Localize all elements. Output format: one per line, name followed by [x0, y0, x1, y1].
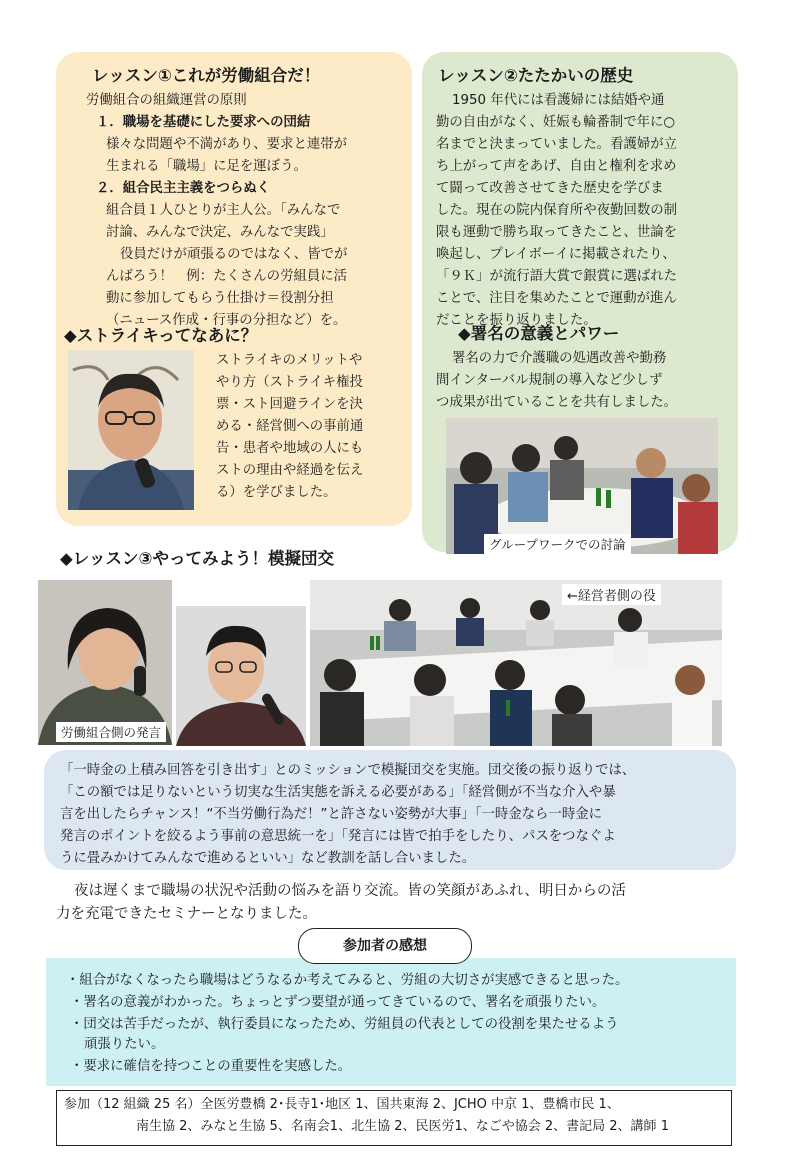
strike-text: る）を学びました。 [216, 485, 337, 500]
participants-line: 南生協 2、みなと生協 5、名南会1、北生協 2、民医労1、なごや協会 2、書記局 2、講師 1 [136, 1119, 669, 1134]
lesson2-text: 勤の自由がなく、妊娠も輪番制で年に○ [436, 115, 676, 130]
lesson2-text: ち上がって声をあげ、自由と権利を求め [436, 159, 677, 174]
management-side-caption: ←経営者側の役 [562, 584, 661, 605]
participants-line: 参加（12 組織 25 名）全医労豊橋 2･長寺1･地区 1、国共東海 2、JCHO 中京 1、豊橋市民 1、 [64, 1097, 620, 1112]
closing-text: 夜は遅くまで職場の状況や活動の悩みを語り交流。皆の笑顔があふれ、明日からの活 [74, 883, 626, 899]
union-speaker-photo [38, 580, 172, 745]
strike-text: 告・患者や地域の人にも [216, 441, 364, 456]
young-speaker-photo [176, 606, 306, 746]
lesson1-title: レッスン①これが労働組合だ！ [92, 66, 321, 85]
lecturer-photo [68, 350, 194, 510]
signature-title: ◆署名の意義とパワー [458, 324, 620, 343]
signature-text: 間インターバル規制の導入など少しず [436, 373, 663, 388]
lesson2-text: だことを振り返りました。 [436, 313, 597, 328]
lesson2-text: 限も運動で勝ち取ってきたこと、世論を [436, 225, 678, 240]
strike-text: 票・スト回避ラインを決 [216, 397, 363, 412]
lesson1-text: 様々な問題や不満があり、要求と連帯が [106, 137, 348, 152]
lesson2-text: 喚起し、プレイボーイに掲載されたり、 [436, 247, 676, 262]
closing-text: 力を充電できたセミナーとなりました。 [56, 906, 317, 922]
lesson2-text: 1950 年代には看護婦には結婚や通 [452, 93, 665, 108]
lesson2-text: て闘って改善させてきた歴史を学びま [436, 181, 664, 196]
lesson1-text: 役員だけが頑張るのではなく、皆でが [120, 247, 348, 262]
impression-item: ・組合がなくなったら職場はどうなるか考えてみると、労組の大切さが実感できると思った。 [66, 973, 629, 988]
lesson3-text: 発言のポイントを絞るよう事前の意思統一を」「発言には皆で拍手をしたり、パスをつなぐよ [60, 829, 616, 844]
lesson2-title: レッスン②たたかいの歴史 [438, 66, 634, 85]
impression-item: ・要求に確信を持つことの重要性を実感した。 [70, 1059, 352, 1074]
strike-text: める・経営側への事前通 [216, 419, 364, 434]
impressions-title: 参加者の感想 [298, 928, 472, 964]
impression-item: 頑張りたい。 [84, 1037, 165, 1052]
signature-text: つ成果が出ていることを共有しました。 [436, 395, 678, 410]
strike-text: ストの理由や経過を伝え [216, 463, 364, 478]
strike-text: やり方（ストライキ権投 [216, 375, 363, 390]
signature-text: 署名の力で介護職の処遇改善や勤務 [452, 351, 667, 366]
lesson1-text: （ニュース作成・行事の分担など）を。 [106, 313, 347, 328]
lesson1-text: 組合員１人ひとりが主人公。「みんなで [106, 203, 341, 218]
lesson1-point2: ２．組合民主主義をつらぬく [96, 181, 271, 196]
lesson1-text: 動に参加してもらう仕掛け＝役割分担 [106, 291, 334, 306]
lesson3-text: 言を出したらチャンス！“不当労働行為だ！”と許さない姿勢が大事」「一時金なら一時金に [60, 807, 602, 822]
lesson3-text: うに畳みかけてみんなで進めるといい」など教訓を話し合いました。 [60, 851, 476, 866]
strike-text: ストライキのメリットや [216, 353, 363, 368]
lesson2-text: 「９Ｋ」が流行語大賞で銀賞に選ばれた [436, 269, 678, 284]
lesson1-point1: １．職場を基礎にした要求への団結 [96, 115, 311, 130]
lesson1-text: んばろう！ 例：たくさんの労組員に活 [106, 269, 348, 284]
union-side-caption: 労働組合側の発言 [56, 722, 166, 742]
impression-item: ・団交は苦手だったが、執行委員になったため、労組員の代表としての役割を果たせるよう [70, 1017, 619, 1032]
lesson3-title: ◆レッスン③やってみよう！模擬団交 [60, 549, 334, 568]
strike-title: ◆ストライキってなあに？ [64, 326, 258, 345]
group-work-caption: グループワークでの討論 [484, 534, 631, 554]
lesson2-text: ことで、注目を集めたことで運動が進ん [436, 291, 677, 306]
lesson3-text: 「一時金の上積み回答を引き出す」とのミッションで模擬団交を実施。団交後の振り返りでは、 [60, 763, 636, 778]
lesson1-text: 生まれる「職場」に足を運ぼう。 [106, 159, 307, 174]
lesson2-text: 名までと決まっていました。看護婦が立 [436, 137, 678, 152]
lesson2-text: した。現在の院内保育所や夜勤回数の制 [436, 203, 678, 218]
lesson1-principles-heading: 労働組合の組織運営の原則 [86, 93, 247, 108]
lesson3-text: 「この額では足りないという切実な生活実態を訴える必要がある」「経営側が不当な介入や暴 [60, 785, 616, 800]
impression-item: ・署名の意義がわかった。ちょっとずつ要望が通ってきているので、署名を頑張りたい。 [70, 995, 606, 1010]
lesson1-text: 討論、みんなで決定、みんなで実践」 [106, 225, 334, 240]
